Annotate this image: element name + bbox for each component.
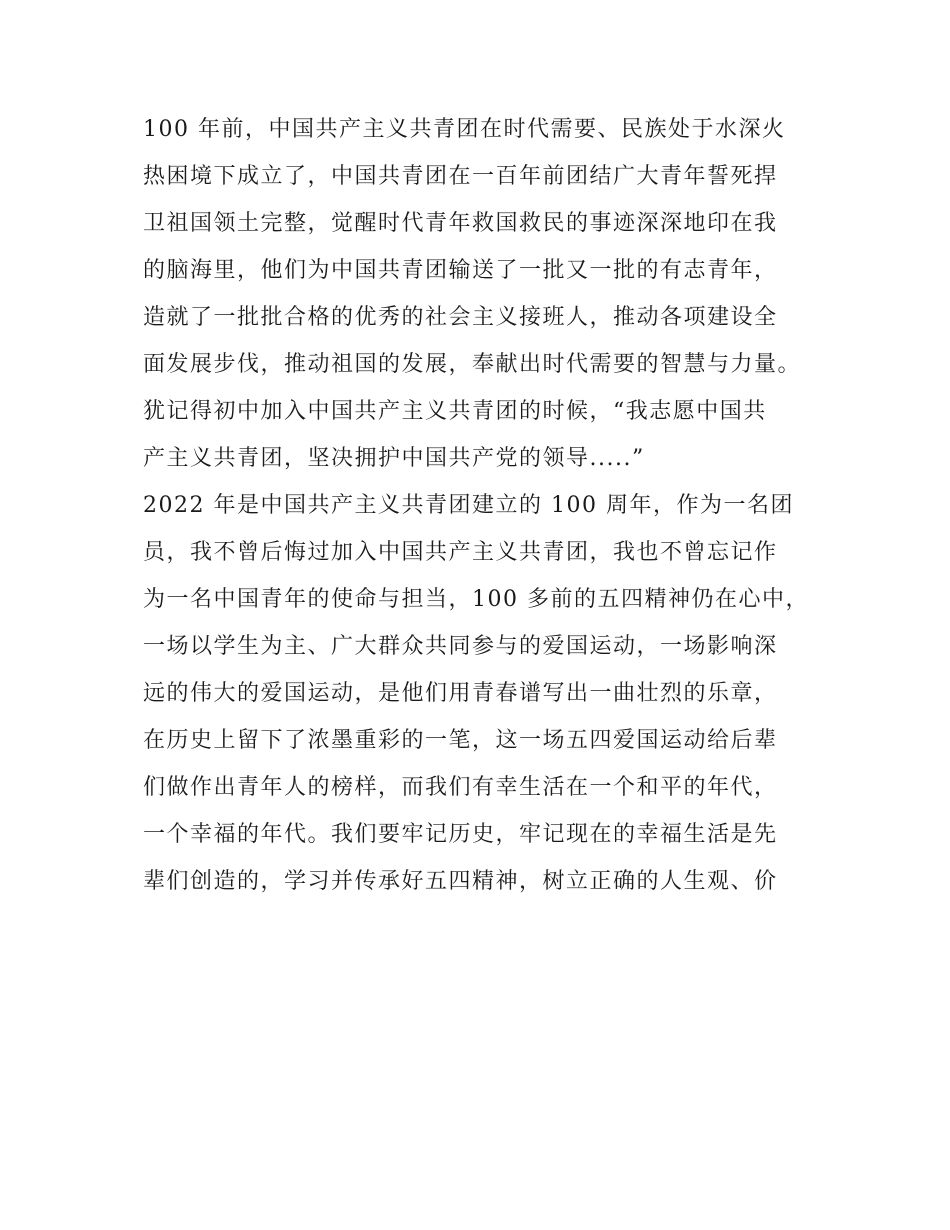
text-line: 造就了一批批合格的优秀的社会主义接班人，推动各项建设全 bbox=[143, 305, 778, 330]
document-body bbox=[143, 106, 843, 905]
text-line: 的脑海里，他们为中国共青团输送了一批又一批的有志青年， bbox=[143, 258, 778, 283]
text-line: 100 年前，中国共产主义共青团在时代需要、民族处于水深火 bbox=[143, 117, 786, 142]
text-line: 一个幸福的年代。我们要牢记历史，牢记现在的幸福生活是先 bbox=[143, 822, 778, 847]
text-line: 犹记得初中加入中国共产主义共青团的时候，“我志愿中国共 bbox=[143, 399, 767, 424]
text-line: 2022 年是中国共产主义共青团建立的 100 周年，作为一名团 bbox=[143, 493, 794, 518]
text-line: 们做作出青年人的榜样，而我们有幸生活在一个和平的年代， bbox=[143, 775, 778, 800]
text-line: 辈们创造的，学习并传承好五四精神，树立正确的人生观、价 bbox=[143, 869, 778, 894]
text-line: 员，我不曾后悔过加入中国共产主义共青团，我也不曾忘记作 bbox=[143, 540, 778, 565]
text-line: 产主义共青团，坚决拥护中国共产党的领导.....” bbox=[143, 446, 645, 471]
text-line: 面发展步伐，推动祖国的发展，奉献出时代需要的智慧与力量。 bbox=[143, 352, 802, 377]
text-line: 热困境下成立了，中国共青团在一百年前团结广大青年誓死捍 bbox=[143, 164, 778, 189]
text-line: 卫祖国领土完整，觉醒时代青年救国救民的事迹深深地印在我 bbox=[143, 211, 778, 236]
text-line: 一场以学生为主、广大群众共同参与的爱国运动，一场影响深 bbox=[143, 634, 778, 659]
text-line: 在历史上留下了浓墨重彩的一笔，这一场五四爱国运动给后辈 bbox=[143, 728, 778, 753]
text-line: 为一名中国青年的使命与担当，100 多前的五四精神仍在心中， bbox=[143, 587, 809, 612]
text-line: 远的伟大的爱国运动，是他们用青春谱写出一曲壮烈的乐章， bbox=[143, 681, 778, 706]
